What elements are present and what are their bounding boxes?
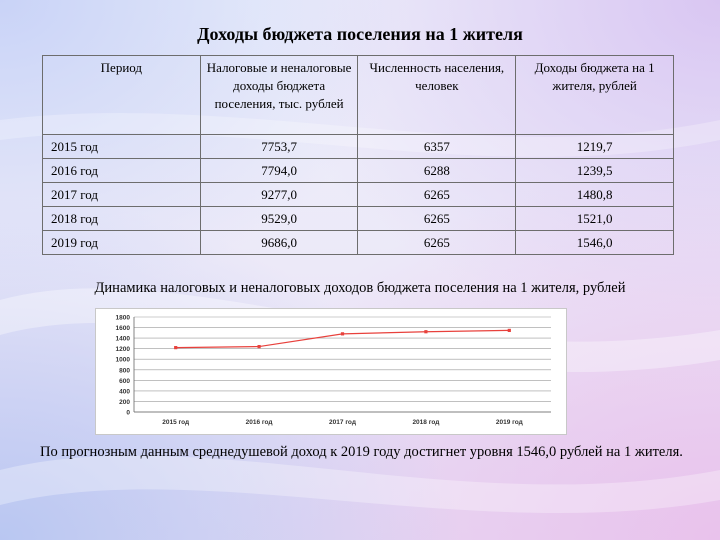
page-title: Доходы бюджета поселения на 1 жителя — [197, 24, 523, 44]
cell-income: 7794,0 — [200, 159, 358, 183]
cell-income: 7753,7 — [200, 135, 358, 159]
x-tick-label: 2018 год — [412, 419, 440, 426]
y-tick-label: 1200 — [115, 346, 130, 354]
x-tick-label: 2019 год — [495, 419, 523, 426]
data-point — [341, 332, 344, 335]
data-point — [174, 346, 177, 349]
header-period: Период — [43, 56, 201, 135]
y-tick-label: 1000 — [115, 356, 130, 364]
x-tick-label: 2016 год — [245, 419, 273, 426]
cell-per-capita: 1480,8 — [516, 183, 674, 207]
cell-per-capita: 1546,0 — [516, 231, 674, 255]
cell-population: 6357 — [358, 135, 516, 159]
x-tick-label: 2015 год — [162, 419, 190, 426]
cell-period: 2016 год — [43, 159, 201, 183]
y-tick-label: 1600 — [115, 325, 130, 333]
y-tick-label: 400 — [119, 388, 130, 396]
table-row — [43, 207, 674, 231]
table-row — [43, 231, 674, 255]
header-per-capita: Доходы бюджета на 1 жителя, рублей — [516, 56, 674, 135]
cell-population: 6265 — [358, 231, 516, 255]
header-population: Численность населения, человек — [358, 56, 516, 135]
chart-canvas — [96, 309, 566, 434]
table-header-row — [43, 56, 674, 135]
y-tick-label: 800 — [119, 367, 130, 375]
table-row — [43, 135, 674, 159]
y-tick-label: 600 — [119, 377, 130, 385]
cell-period: 2015 год — [43, 135, 201, 159]
cell-period: 2018 год — [43, 207, 201, 231]
income-table — [42, 55, 674, 255]
forecast-text: По прогнозным данным среднедушевой доход к 2019 году достигнет уровня 1546,0 рублей на 1 жителя. — [40, 444, 683, 460]
cell-population: 6265 — [358, 207, 516, 231]
cell-population: 6288 — [358, 159, 516, 183]
cell-period: 2017 год — [43, 183, 201, 207]
data-point — [508, 329, 511, 332]
cell-per-capita: 1521,0 — [516, 207, 674, 231]
table-row — [43, 159, 674, 183]
cell-period: 2019 год — [43, 231, 201, 255]
y-tick-label: 1400 — [115, 335, 130, 343]
chart-title: Динамика налоговых и неналоговых доходов бюджета поселения на 1 жителя, рублей — [94, 280, 626, 296]
y-tick-label: 1800 — [115, 314, 130, 322]
data-point — [258, 345, 261, 348]
cell-population: 6265 — [358, 183, 516, 207]
cell-income: 9277,0 — [200, 183, 358, 207]
header-income: Налоговые и неналоговые доходы бюджета поселения, тыс. рублей — [200, 56, 358, 135]
y-tick-label: 0 — [126, 409, 130, 417]
cell-per-capita: 1239,5 — [516, 159, 674, 183]
cell-income: 9529,0 — [200, 207, 358, 231]
table-row — [43, 183, 674, 207]
cell-income: 9686,0 — [200, 231, 358, 255]
cell-per-capita: 1219,7 — [516, 135, 674, 159]
y-tick-label: 200 — [119, 398, 130, 406]
line-chart — [95, 308, 567, 435]
x-tick-label: 2017 год — [329, 419, 356, 426]
data-point — [424, 330, 427, 333]
